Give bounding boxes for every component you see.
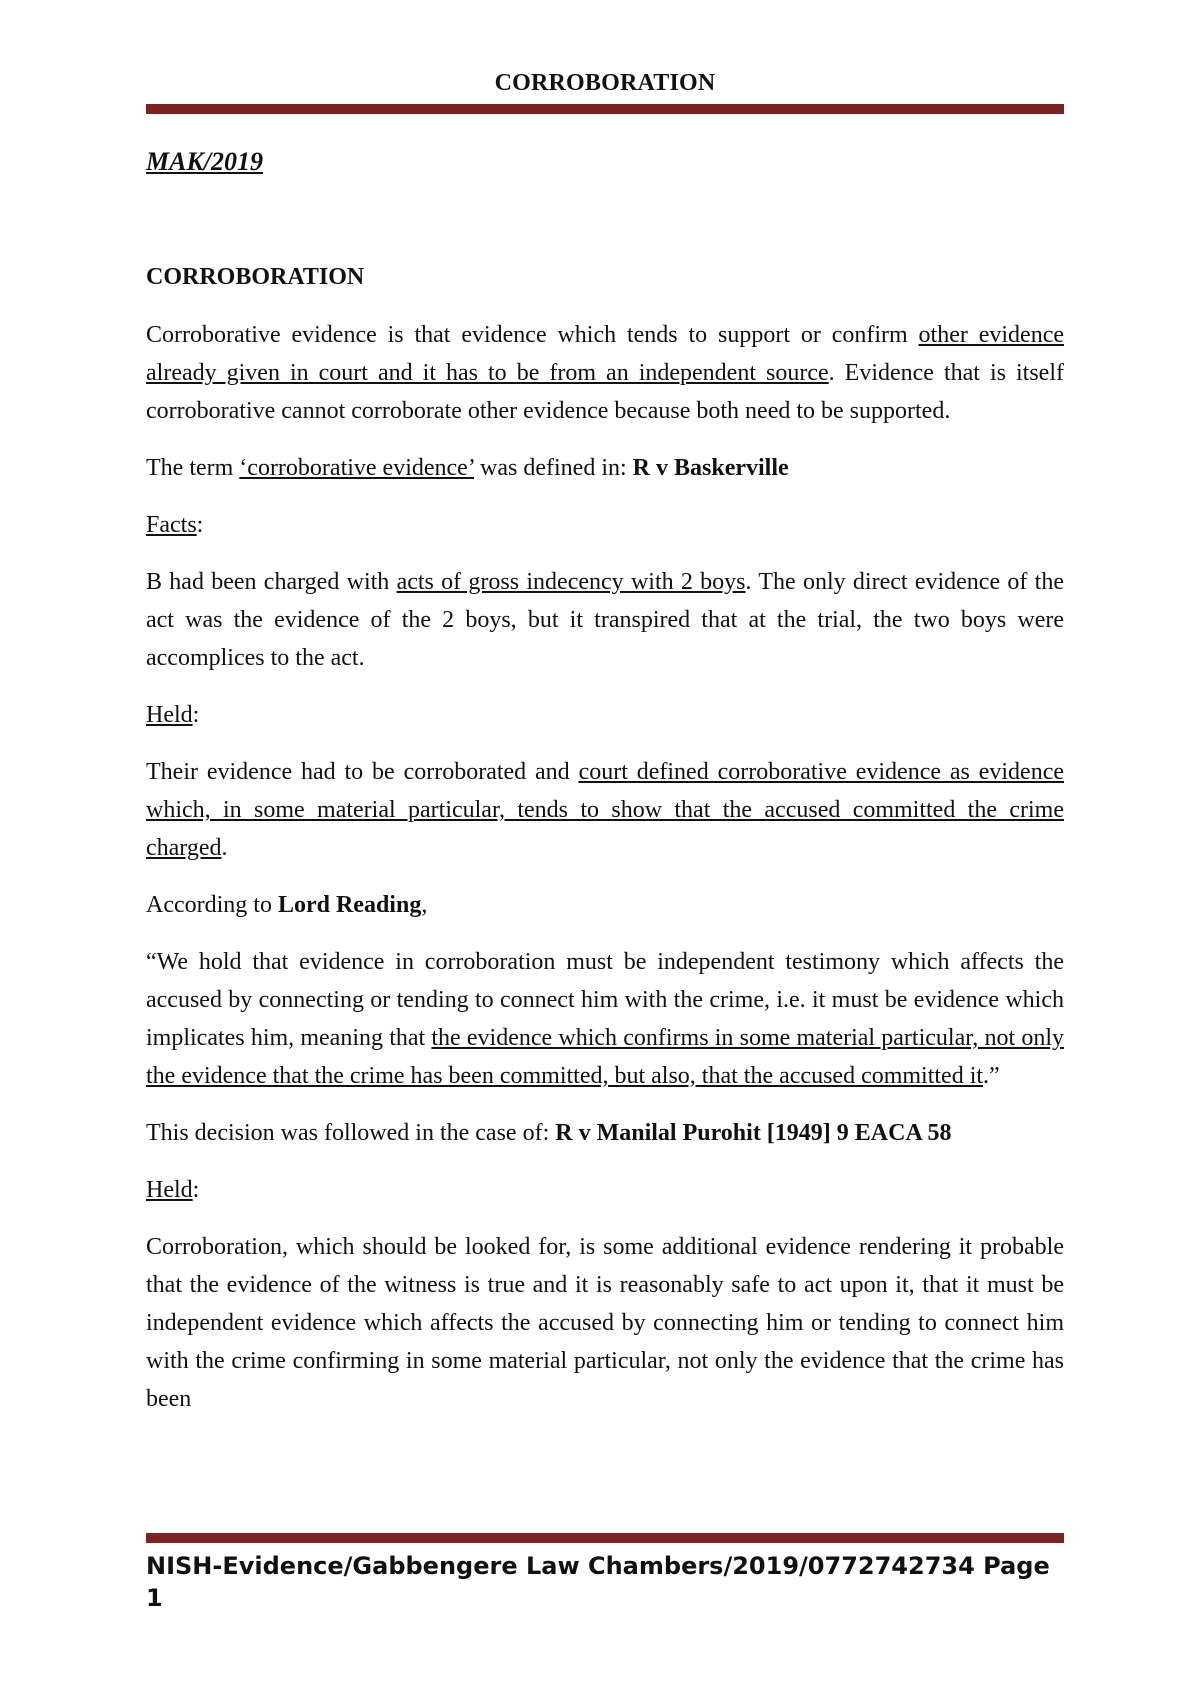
underlined-text: acts of gross indecency with 2 boys [396,569,746,595]
text-run: Their evidence had to be corroborated and [146,759,579,785]
text-run: Corroborative evidence is that evidence which tends to support or confirm [146,322,919,348]
text-run: . The only direct evidence of the act was the evidence of the 2 boys, but it transpired that at the trial, the two boys were accomplices to the act. [146,569,1064,671]
paragraph-quote [146,943,1064,1095]
paragraph-corroboration: Corroboration, which should be looked for, is some additional evidence rendering it probable that the evidence of the witness is true and it is reasonably safe to act upon it, that it must be independent evidence which affects the accused by connecting him or tending to connect him with the crime confirming in some material particular, not only the evidence that the crime has been [146,1234,1064,1412]
section-heading: CORROBORATION [146,264,365,290]
text-run: The term [146,455,240,481]
judge-name: Lord Reading [277,892,422,918]
footer-text: NISH-Evidence/Gabbengere Law Chambers/2019/0772742734 Page 1 [146,1552,1050,1612]
header-title: CORROBORATION [494,70,716,96]
held-heading [146,1171,1064,1209]
case-name: R v Manilal Purohit [1949] 9 EACA 58 [555,1120,952,1146]
text-run: B had been charged with [146,569,397,595]
text-run: : [196,512,204,538]
text-run: : [192,702,200,728]
text-run: “We hold that evidence in corroboration must be independent testimony which affects the accused by connecting or tending to connect him with the crime, i.e. it must be evidence which implicates him, meaning that [146,949,1064,1051]
paragraph-lord-reading [146,886,1064,924]
held-label: Held [146,1177,193,1203]
text-run: : [192,1177,200,1203]
paragraph-term [146,449,1064,487]
text-run: . [221,835,228,861]
text-run: . Evidence that is itself corroborative cannot corroborate other evidence because both need to be supported. [146,360,1064,424]
facts-heading [146,506,1064,544]
text-run: .” [983,1063,1000,1089]
paragraph-holding [146,753,1064,867]
underlined-text: ‘corroborative evidence’ [239,455,475,481]
document-body [146,258,1064,1437]
text-run: This decision was followed in the case of: [146,1120,556,1146]
case-name: R v Baskerville [632,455,789,481]
facts-label: Facts [146,512,197,538]
held-label: Held [146,702,193,728]
paragraph-followed [146,1114,1064,1152]
paragraph-definition [146,316,1064,430]
underlined-text: other evidence already given in court and it has to be from an independent source [146,322,1064,386]
text-run: was defined in: [474,455,633,481]
footer-rule [146,1533,1064,1543]
underlined-text: court defined corroborative evidence as evidence which, in some material particular, tends to show that the accused committed the crime charged [146,759,1064,861]
held-heading [146,696,1064,734]
document-reference: MAK/2019 [146,147,264,176]
paragraph-facts [146,563,1064,677]
header-rule [146,104,1064,114]
underlined-text: the evidence which confirms in some material particular, not only the evidence that the crime has been committed, but also, that the accused committed it [146,1025,1064,1089]
text-run: According to [146,892,278,918]
text-run: , [421,892,428,918]
